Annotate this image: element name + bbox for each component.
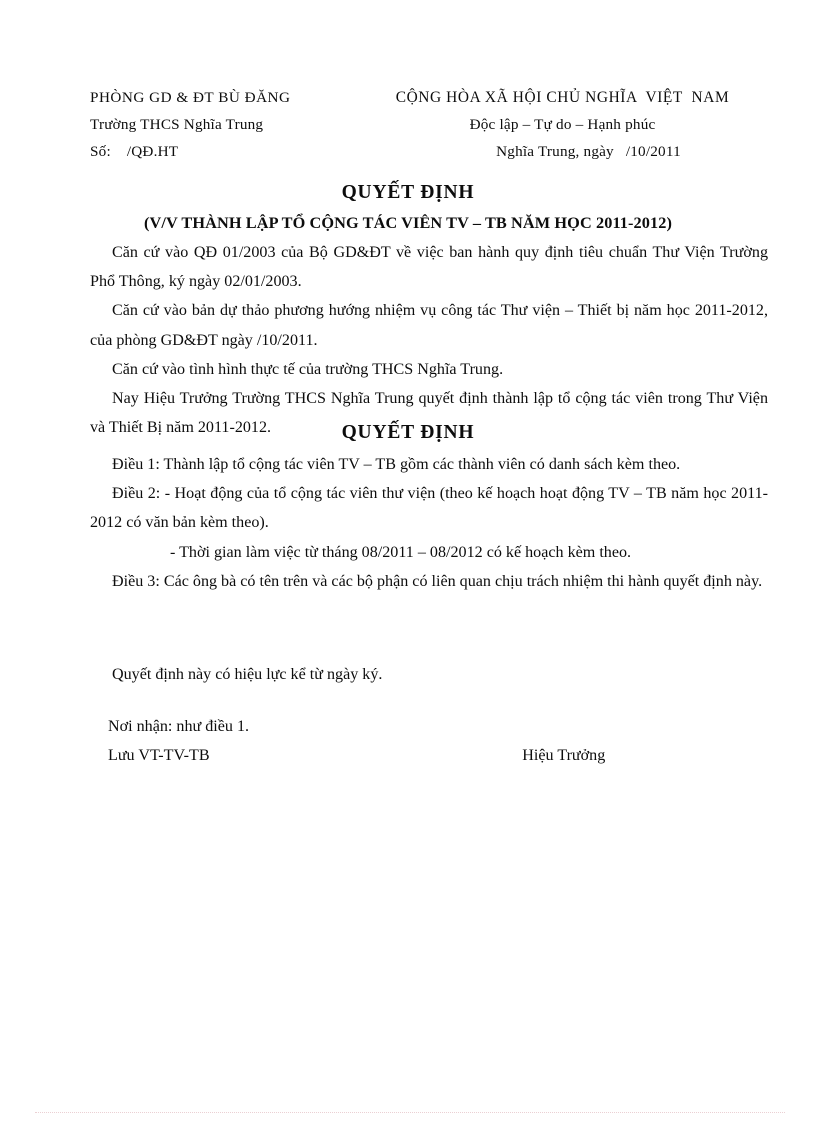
header-issuing-authority [90, 84, 375, 165]
scan-artifact-line [35, 1112, 785, 1114]
effect-section [90, 660, 768, 689]
considerations-section [90, 238, 768, 442]
article-paragraph: Điều 1: Thành lập tổ cộng tác viên TV – TB gồm các thành viên có danh sách kèm theo. [112, 456, 681, 473]
header-national-heading [375, 84, 750, 165]
school-name: Trường THCS Nghĩa Trung [90, 116, 264, 133]
document-number: Số: /QĐ.HT [90, 143, 179, 160]
page-subtitle: (V/V THÀNH LẬP TỔ CỘNG TÁC VIÊN TV – TB NĂM HỌC 2011-2012) [143, 213, 673, 232]
document-header [90, 84, 750, 165]
page-title: QUYẾT ĐỊNH [341, 182, 475, 203]
effect-statement: Quyết định này có hiệu lực kể từ ngày ký. [112, 666, 383, 683]
article-paragraph: Điều 2: - Hoạt động của tổ cộng tác viên thư viện (theo kế hoạch hoạt động TV – TB năm học 2011-2012 có văn bản kèm theo). [90, 485, 768, 532]
department-name: PHÒNG GD & ĐT BÙ ĐĂNG [90, 89, 291, 106]
articles-section [90, 450, 768, 596]
consideration-paragraph: Căn cứ vào QĐ 01/2003 của Bộ GD&ĐT về việc ban hành quy định tiêu chuẩn Thư Viện Trường Phổ Thông, ký ngày 02/01/2003. [90, 244, 768, 291]
article-sub-paragraph: - Thời gian làm việc từ tháng 08/2011 – 08/2012 có kế hoạch kèm theo. [170, 543, 632, 561]
signature-row [90, 741, 768, 770]
decision-heading: QUYẾT ĐỊNH [341, 422, 475, 443]
consideration-paragraph: Nay Hiệu Trưởng Trường THCS Nghĩa Trung quyết định thành lập tổ cộng tác viên trong Thư Viện và Thiết Bị năm 2011-2012. [90, 390, 768, 437]
signer-title: Hiệu Trưởng [522, 747, 606, 765]
article-paragraph: Điều 3: Các ông bà có tên trên và các bộ phận có liên quan chịu trách nhiệm thi hành quyết định này. [112, 572, 763, 590]
place-and-date: Nghĩa Trung, ngày /10/2011 [496, 143, 681, 160]
consideration-paragraph: Căn cứ vào tình hình thực tế của trường THCS Nghĩa Trung. [112, 360, 504, 378]
national-title: CỘNG HÒA XÃ HỘI CHỦ NGHĨA VIỆT NAM [395, 89, 730, 106]
document-footer [90, 712, 768, 770]
national-motto: Độc lập – Tự do – Hạnh phúc [469, 116, 656, 133]
recipients-line: Nơi nhận: như điều 1. [108, 718, 250, 735]
archive-line: Lưu VT-TV-TB [108, 747, 210, 765]
consideration-paragraph: Căn cứ vào bản dự thảo phương hướng nhiệm vụ công tác Thư viện – Thiết bị năm học 2011-2012, của phòng GD&ĐT ngày /10/2011. [90, 302, 768, 349]
